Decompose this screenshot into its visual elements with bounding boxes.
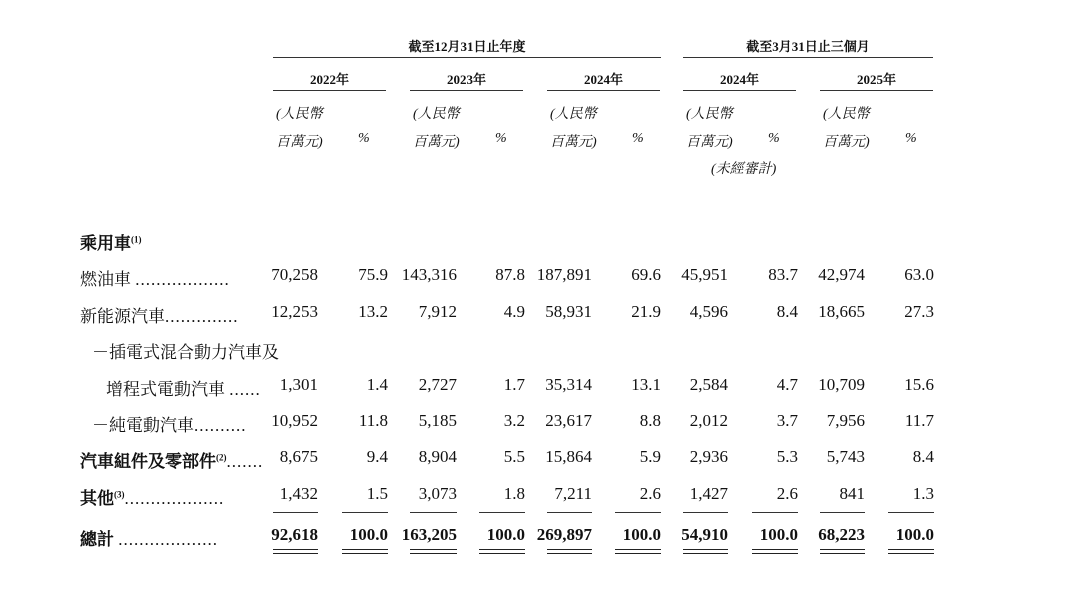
subtotal-rule	[547, 512, 592, 513]
cell-percent: 8.8	[639, 411, 661, 430]
cell-percent: 27.3	[904, 302, 934, 321]
cell-percent: 8.4	[912, 447, 934, 466]
cell-amount: 7,211	[554, 484, 592, 503]
row-label-text: 乘用車	[80, 234, 131, 253]
double-rule-top	[547, 549, 592, 550]
row-label-new-energy-vehicles	[80, 302, 239, 327]
cell-total-amount: 68,223	[818, 525, 865, 544]
cell-percent: 15.6	[904, 375, 934, 394]
leader-dots: ..................	[135, 270, 230, 289]
double-rule-bottom	[410, 553, 457, 554]
cell-amount: 70,258	[271, 265, 318, 284]
cell-amount: 15,864	[545, 447, 592, 466]
cell-percent: 63.0	[904, 265, 934, 284]
subtotal-rule	[273, 512, 318, 513]
year-header: 2023年	[446, 72, 486, 87]
cell-amount: 143,316	[401, 265, 457, 284]
cell-percent: 5.5	[503, 447, 525, 466]
year-header-rule	[547, 90, 660, 91]
cell-total-amount: 269,897	[536, 525, 592, 544]
year-header: 2024年	[719, 72, 759, 87]
unit-label: (人民幣	[276, 107, 323, 122]
cell-percent: 11.7	[904, 411, 934, 430]
row-label-total	[80, 525, 218, 550]
row-label-others	[80, 484, 224, 509]
cell-amount: 12,253	[271, 302, 318, 321]
row-label-text: 汽車組件及零部件	[80, 452, 216, 471]
unit-label: (人民幣	[550, 107, 597, 122]
cell-amount: 42,974	[818, 265, 865, 284]
subtotal-rule	[479, 512, 525, 513]
cell-percent: 2.6	[776, 484, 798, 503]
year-header-rule	[410, 90, 523, 91]
cell-amount: 3,073	[418, 484, 457, 503]
double-rule-top	[888, 549, 934, 550]
cell-amount: 2,936	[689, 447, 728, 466]
cell-total-amount: 54,910	[681, 525, 728, 544]
cell-total-percent: 100.0	[759, 525, 798, 544]
double-rule-bottom	[273, 553, 318, 554]
cell-amount: 5,185	[418, 411, 457, 430]
cell-percent: 8.4	[776, 302, 798, 321]
cell-total-amount: 92,618	[271, 525, 318, 544]
cell-amount: 187,891	[536, 265, 592, 284]
subtotal-rule	[820, 512, 865, 513]
double-rule-bottom	[752, 553, 798, 554]
cell-amount: 4,596	[689, 302, 728, 321]
cell-percent: 13.2	[358, 302, 388, 321]
cell-amount: 8,675	[279, 447, 318, 466]
footnote-marker: (2)	[216, 452, 227, 463]
cell-percent: 1.5	[366, 484, 388, 503]
row-label-text: －插電式混合動力汽車及	[92, 343, 279, 362]
subtotal-rule	[615, 512, 661, 513]
cell-amount: 7,912	[418, 302, 457, 321]
cell-percent: 1.8	[503, 484, 525, 503]
subtotal-rule	[410, 512, 457, 513]
double-rule-top	[342, 549, 388, 550]
double-rule-bottom	[683, 553, 728, 554]
group-header-three-months: 截至3月31日止三個月	[746, 39, 870, 54]
footnote-marker: (1)	[131, 234, 142, 245]
cell-percent: 1.7	[503, 375, 525, 394]
cell-amount: 5,743	[826, 447, 865, 466]
group-header-rule	[683, 57, 933, 58]
cell-amount: 2,727	[418, 375, 457, 394]
year-header-rule	[820, 90, 933, 91]
cell-percent: 5.3	[776, 447, 798, 466]
double-rule-bottom	[479, 553, 525, 554]
row-label-text: 新能源汽車	[80, 307, 165, 326]
cell-total-percent: 100.0	[895, 525, 934, 544]
cell-percent: 13.1	[631, 375, 661, 394]
cell-percent: 9.4	[366, 447, 388, 466]
double-rule-top	[410, 549, 457, 550]
double-rule-top	[479, 549, 525, 550]
cell-percent: 2.6	[639, 484, 661, 503]
year-header-rule	[683, 90, 796, 91]
cell-amount: 1,301	[279, 375, 318, 394]
cell-amount: 35,314	[545, 375, 592, 394]
cell-percent: 1.4	[366, 375, 388, 394]
unit-label: 百萬元)	[686, 135, 733, 150]
percent-label: %	[768, 131, 780, 146]
group-header-fiscal-year: 截至12月31日止年度	[408, 39, 526, 54]
cell-total-percent: 100.0	[349, 525, 388, 544]
double-rule-top	[820, 549, 865, 550]
year-header: 2024年	[583, 72, 623, 87]
unit-label: 百萬元)	[823, 135, 870, 150]
year-header: 2022年	[309, 72, 349, 87]
cell-percent: 11.8	[358, 411, 388, 430]
percent-label: %	[632, 131, 644, 146]
leader-dots: ..........	[194, 416, 247, 435]
leader-dots: ..............	[165, 307, 239, 326]
cell-amount: 10,952	[271, 411, 318, 430]
row-label-passenger-vehicles	[80, 229, 142, 254]
double-rule-bottom	[615, 553, 661, 554]
year-header: 2025年	[856, 72, 896, 87]
row-label-text: 其他	[80, 489, 114, 508]
cell-amount: 2,012	[689, 411, 728, 430]
leader-dots: ......	[229, 380, 261, 399]
subtotal-rule	[683, 512, 728, 513]
cell-total-percent: 100.0	[622, 525, 661, 544]
cell-percent: 75.9	[358, 265, 388, 284]
row-label-bev	[92, 411, 247, 436]
cell-percent: 4.7	[776, 375, 798, 394]
row-label-phev-line1	[92, 338, 279, 363]
cell-percent: 3.2	[503, 411, 525, 430]
double-rule-bottom	[547, 553, 592, 554]
row-label-text: 增程式電動汽車	[106, 380, 225, 399]
row-label-auto-parts	[80, 447, 263, 472]
year-header-rule	[273, 90, 386, 91]
unit-label: 百萬元)	[276, 135, 323, 150]
cell-amount: 1,432	[279, 484, 318, 503]
cell-total-percent: 100.0	[486, 525, 525, 544]
footnote-marker: (3)	[114, 489, 125, 500]
row-label-text: 總計	[80, 530, 114, 549]
cell-percent: 4.9	[503, 302, 525, 321]
unit-label: 百萬元)	[550, 135, 597, 150]
percent-label: %	[905, 131, 917, 146]
cell-percent: 5.9	[639, 447, 661, 466]
double-rule-bottom	[342, 553, 388, 554]
leader-dots: .......	[226, 452, 264, 471]
double-rule-bottom	[820, 553, 865, 554]
unit-label: 百萬元)	[413, 135, 460, 150]
row-label-erev	[106, 375, 261, 400]
unit-label: (人民幣	[823, 107, 870, 122]
double-rule-top	[273, 549, 318, 550]
leader-dots: ...................	[124, 489, 225, 508]
cell-amount: 8,904	[418, 447, 457, 466]
cell-percent: 1.3	[912, 484, 934, 503]
cell-amount: 1,427	[689, 484, 728, 503]
double-rule-bottom	[888, 553, 934, 554]
group-header-rule	[273, 57, 661, 58]
unaudited-label: (未經審計)	[711, 162, 777, 177]
row-label-fuel-vehicles	[80, 265, 230, 290]
subtotal-rule	[342, 512, 388, 513]
cell-amount: 58,931	[545, 302, 592, 321]
double-rule-top	[752, 549, 798, 550]
cell-total-amount: 163,205	[401, 525, 457, 544]
unit-label: (人民幣	[686, 107, 733, 122]
percent-label: %	[358, 131, 370, 146]
cell-percent: 3.7	[776, 411, 798, 430]
cell-amount: 45,951	[681, 265, 728, 284]
cell-percent: 83.7	[768, 265, 798, 284]
cell-amount: 7,956	[826, 411, 865, 430]
cell-amount: 2,584	[689, 375, 728, 394]
cell-percent: 69.6	[631, 265, 661, 284]
cell-amount: 18,665	[818, 302, 865, 321]
leader-dots: ...................	[118, 530, 218, 549]
row-label-text: －純電動汽車	[92, 416, 194, 435]
subtotal-rule	[888, 512, 934, 513]
cell-amount: 23,617	[545, 411, 592, 430]
cell-amount: 841	[839, 484, 865, 503]
cell-amount: 10,709	[818, 375, 865, 394]
subtotal-rule	[752, 512, 798, 513]
cell-percent: 87.8	[495, 265, 525, 284]
unit-label: (人民幣	[413, 107, 460, 122]
double-rule-top	[615, 549, 661, 550]
double-rule-top	[683, 549, 728, 550]
row-label-text: 燃油車	[80, 270, 131, 289]
percent-label: %	[495, 131, 507, 146]
cell-percent: 21.9	[631, 302, 661, 321]
